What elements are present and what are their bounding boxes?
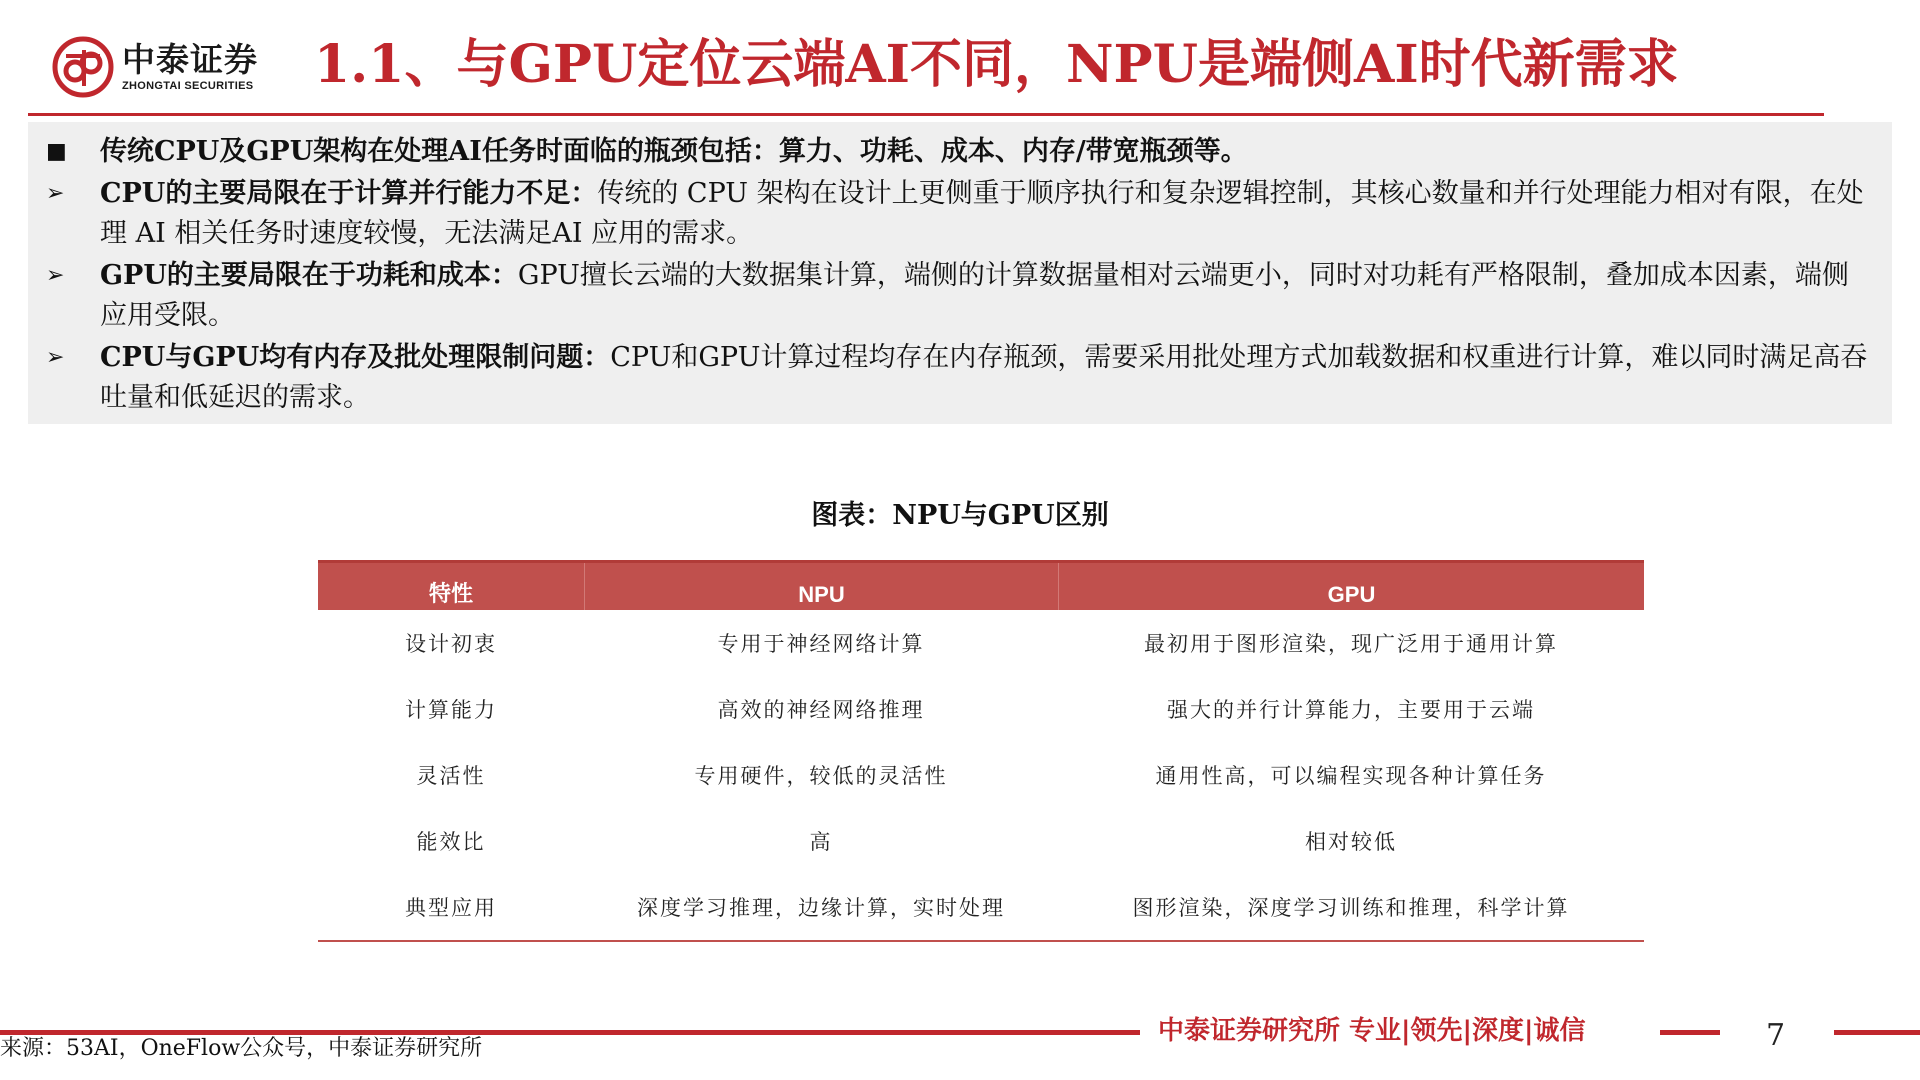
table-cell: 深度学习推理，边缘计算，实时处理: [637, 896, 1005, 920]
page-title: 1.1、与GPU定位云端AI不同，NPU是端侧AI时代新需求: [314, 34, 1679, 95]
table-cell: 计算能力: [405, 698, 497, 722]
table-cell: 高: [809, 830, 833, 854]
table-bottom-rule: [318, 940, 1644, 942]
bullet-text: GPU擅长云端的大数据集计算，端侧的计算数据量相对云端更小，同时对功耗有严格限制，叠加成本因素，端侧应用受限。: [100, 260, 1849, 331]
bullet-heading: CPU与GPU均有内存及批处理限制问题：: [100, 342, 611, 373]
arrow-bullet-icon: ➢: [46, 181, 65, 206]
title-divider: [28, 113, 1824, 116]
table-row: [318, 874, 1644, 940]
square-bullet-icon: ■: [46, 139, 67, 164]
page-number: 7: [1766, 1018, 1786, 1053]
table-cell: 设计初衷: [405, 632, 497, 656]
table-cell: 通用性高，可以编程实现各种计算任务: [1155, 764, 1547, 788]
bullet-text: CPU和GPU计算过程均存在内存瓶颈，需要采用批处理方式加载数据和权重进行计算，难以同时满足高吞吐量和低延迟的需求。: [100, 342, 1868, 413]
table-cell: 典型应用: [405, 896, 497, 920]
arrow-bullet-icon: ➢: [46, 345, 65, 370]
company-logo: [52, 36, 292, 98]
footer-brand: 中泰证券研究所 专业|领先|深度|诚信: [1158, 1016, 1586, 1046]
table-cell: 图形渲染，深度学习训练和推理，科学计算: [1132, 896, 1570, 920]
bullet-heading: GPU的主要局限在于功耗和成本：: [100, 260, 518, 291]
table-header-cell: NPU: [584, 563, 1058, 610]
summary-text: 传统CPU及GPU架构在处理AI任务时面临的瓶颈包括：算力、功耗、成本、内存/带宽瓶颈等。: [100, 136, 1248, 167]
comparison-table: [318, 560, 1644, 942]
arrow-bullet-icon: ➢: [46, 263, 65, 288]
table-header-row: [318, 560, 1644, 610]
bullet-heading: CPU的主要局限在于计算并行能力不足：: [100, 178, 598, 209]
zhongtai-logo-icon: [52, 36, 114, 98]
table-row: [318, 742, 1644, 808]
footer-divider-middle: [1660, 1030, 1720, 1035]
table-row: [318, 676, 1644, 742]
table-cell: 最初用于图形渲染，现广泛用于通用计算: [1144, 632, 1558, 656]
summary-point: [46, 132, 1872, 172]
bullet-point: [46, 174, 1872, 254]
table-header-cell: GPU: [1058, 563, 1644, 610]
table-row: [318, 610, 1644, 676]
table-cell: 强大的并行计算能力，主要用于云端: [1167, 698, 1535, 722]
table-header-cell: 特性: [428, 581, 473, 606]
table-cell: 灵活性: [416, 764, 486, 788]
bullet-point: [46, 338, 1872, 418]
bullet-point: [46, 256, 1872, 336]
source-note: 来源：53AI，OneFlow公众号，中泰证券研究所: [0, 1036, 483, 1061]
table-row: [318, 808, 1644, 874]
table-cell: 高效的神经网络推理: [717, 698, 925, 722]
table-caption: 图表：NPU与GPU区别: [811, 500, 1109, 531]
intro-box: [28, 122, 1892, 424]
footer-divider-right: [1834, 1030, 1920, 1035]
table-cell: 相对较低: [1305, 830, 1397, 854]
bullet-text: 传统的 CPU 架构在设计上更侧重于顺序执行和复杂逻辑控制，其核心数量和并行处理能力相对有限，在处理 AI 相关任务时速度较慢，无法满足AI 应用的需求。: [100, 178, 1864, 249]
table-cell: 能效比: [416, 830, 486, 854]
table-cell: 专用硬件，较低的灵活性: [694, 764, 948, 788]
logo-name-cn: 中泰证券: [122, 40, 258, 79]
table-cell: 专用于神经网络计算: [717, 632, 925, 656]
logo-name-en: ZHONGTAI SECURITIES: [122, 80, 254, 92]
